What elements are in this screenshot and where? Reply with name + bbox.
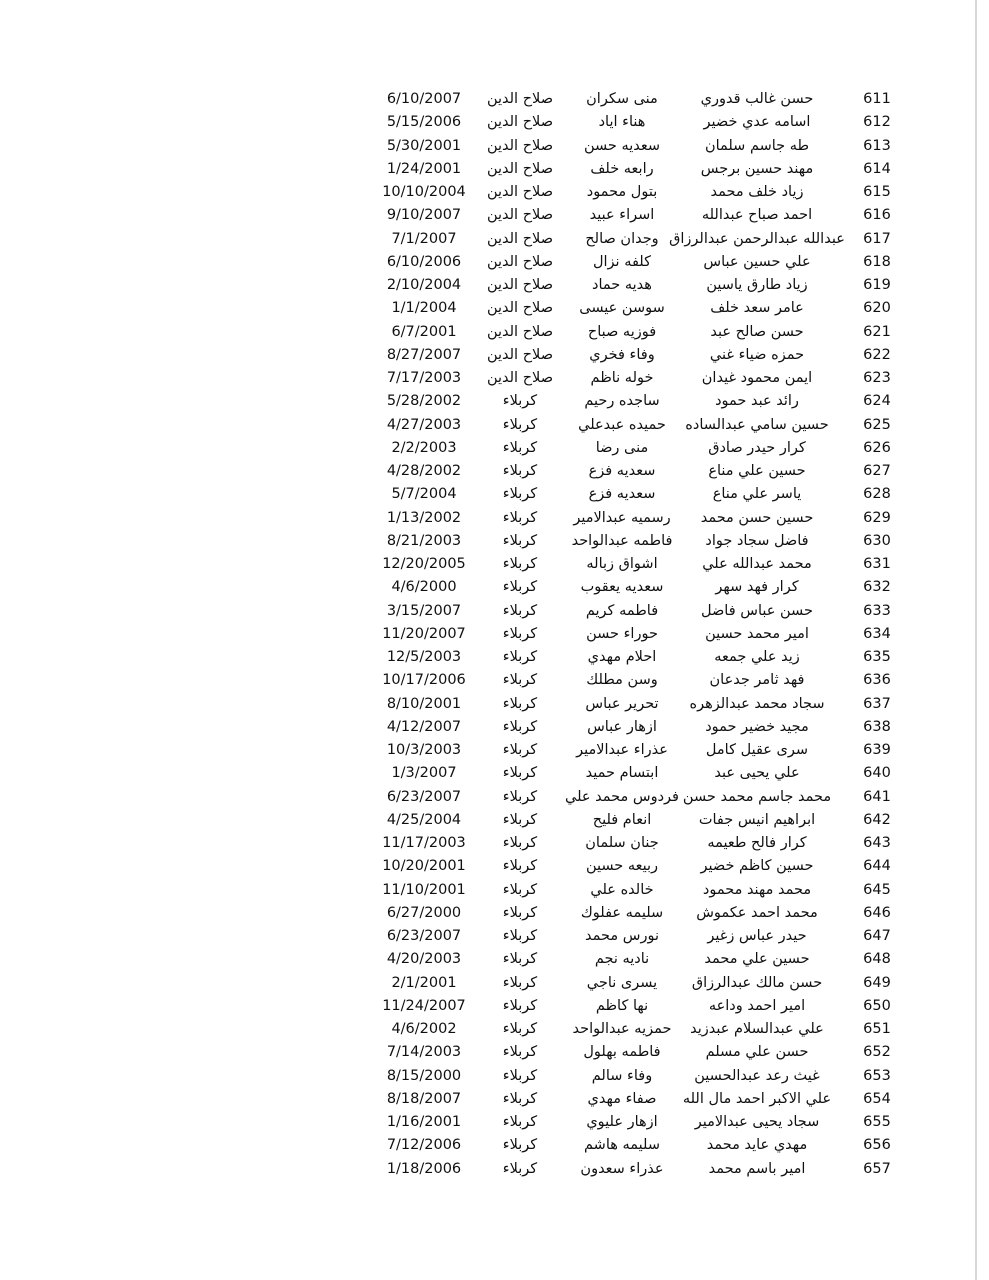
birth-date: 12/20/2005	[382, 556, 466, 572]
table-row	[0, 553, 989, 576]
person-name: امير احمد وداعه	[708, 997, 806, 1014]
mother-name: فوزيه صباح	[587, 323, 657, 340]
governorate: كربلاء	[502, 486, 538, 503]
birth-date: 4/6/2002	[391, 1021, 457, 1037]
birth-date: 1/24/2001	[386, 160, 462, 177]
governorate: كربلاء	[502, 742, 538, 758]
table-row	[0, 367, 989, 390]
person-name: علي عبدالسلام عبدزيد	[690, 1021, 824, 1037]
person-name: ياسر علي مناع	[712, 486, 802, 503]
record-number: 657	[863, 1160, 891, 1177]
table-row	[0, 1018, 989, 1041]
birth-date: 11/10/2001	[382, 881, 466, 898]
governorate: كربلاء	[502, 602, 538, 619]
person-name: سرى عقيل كامل	[705, 742, 809, 758]
table-row	[0, 111, 989, 134]
person-name: عامر سعد خلف	[710, 300, 804, 317]
mother-name: عذراء عبدالامير	[576, 742, 668, 758]
person-name: امير باسم محمد	[708, 1160, 806, 1177]
governorate: كربلاء	[502, 835, 538, 851]
birth-date: 11/20/2007	[382, 625, 466, 642]
birth-date: 4/25/2004	[386, 811, 462, 828]
birth-date: 6/10/2007	[386, 91, 462, 107]
record-number: 637	[863, 695, 891, 712]
governorate: كربلاء	[502, 881, 538, 898]
mother-name: وسن مطلك	[586, 672, 658, 689]
record-number: 628	[863, 486, 891, 503]
birth-date: 1/3/2007	[391, 765, 457, 782]
mother-name: خالده علي	[590, 881, 654, 898]
birth-date: 4/20/2003	[386, 951, 462, 968]
mother-name: سليمه هاشم	[584, 1137, 660, 1154]
birth-date: 5/15/2006	[386, 114, 462, 131]
governorate: كربلاء	[502, 509, 538, 526]
governorate: صلاح الدين	[486, 300, 554, 317]
mother-name: نها كاظم	[595, 997, 649, 1014]
record-number: 630	[863, 532, 891, 549]
table-row	[0, 321, 989, 344]
governorate: صلاح الدين	[486, 160, 554, 177]
record-number: 619	[863, 277, 891, 293]
birth-date: 4/28/2002	[386, 463, 462, 479]
mother-name: وفاء سالم	[591, 1067, 653, 1084]
person-name: حسن مالك عبدالرزاق	[691, 974, 823, 991]
person-name: حسن صالح عبد	[710, 323, 804, 340]
birth-date: 11/24/2007	[382, 997, 466, 1014]
mother-name: وجدان صالح	[585, 230, 659, 247]
birth-date: 5/30/2001	[386, 137, 462, 154]
governorate: كربلاء	[502, 649, 538, 665]
record-number: 653	[863, 1067, 891, 1084]
person-name: عبدالله عبدالرحمن عبدالرزاق	[669, 230, 845, 247]
mother-name: منى رضا	[595, 439, 649, 456]
record-number: 621	[863, 323, 891, 340]
table-row	[0, 1158, 989, 1181]
governorate: صلاح الدين	[486, 323, 554, 340]
mother-name: احلام مهدي	[587, 649, 657, 665]
person-name: طه جاسم سلمان	[704, 137, 810, 154]
governorate: كربلاء	[502, 928, 538, 944]
birth-date: 1/16/2001	[386, 1114, 462, 1130]
table-row	[0, 948, 989, 971]
birth-date: 6/7/2001	[391, 323, 457, 340]
record-number: 620	[863, 300, 891, 317]
governorate: كربلاء	[502, 579, 538, 596]
mother-name: جنان سلمان	[585, 835, 659, 851]
birth-date: 10/17/2006	[382, 672, 466, 689]
birth-date: 5/7/2004	[391, 486, 457, 503]
mother-name: تحرير عباس	[585, 695, 659, 712]
birth-date: 4/27/2003	[386, 416, 462, 433]
table-row	[0, 786, 989, 809]
mother-name: سوسن عيسى	[579, 300, 665, 317]
mother-name: رسميه عبدالامير	[573, 509, 671, 526]
mother-name: اشواق زباله	[586, 556, 658, 572]
record-number: 642	[863, 811, 891, 828]
person-name: سجاد يحيى عبدالامير	[694, 1114, 820, 1130]
person-name: حسن غالب قدوري	[700, 91, 814, 107]
person-name: زياد طارق ياسين	[706, 277, 808, 293]
table-row	[0, 181, 989, 204]
governorate: صلاح الدين	[486, 207, 554, 224]
table-row	[0, 879, 989, 902]
record-number: 648	[863, 951, 891, 968]
mother-name: يسرى ناجي	[586, 974, 658, 991]
mother-name: وفاء فخري	[589, 346, 655, 363]
mother-name: حمزيه عبدالواحد	[572, 1021, 672, 1037]
record-number: 655	[863, 1114, 891, 1130]
person-name: حيدر عباس زغير	[707, 928, 807, 944]
person-name: علي الاكبر احمد مال الله	[682, 1090, 832, 1107]
record-number: 635	[863, 649, 891, 665]
mother-name: ازهار عليوي	[586, 1114, 658, 1130]
record-number: 613	[863, 137, 891, 154]
person-name: ابراهيم انيس جفات	[698, 811, 816, 828]
table-row	[0, 1065, 989, 1088]
birth-date: 11/17/2003	[382, 835, 466, 851]
birth-date: 2/10/2004	[386, 277, 462, 293]
governorate: صلاح الدين	[486, 137, 554, 154]
table-row	[0, 739, 989, 762]
record-number: 624	[863, 393, 891, 410]
mother-name: منى سكران	[586, 91, 658, 107]
person-name: حسين سامي عبدالساده	[685, 416, 829, 433]
governorate: صلاح الدين	[486, 277, 554, 293]
table-row	[0, 1111, 989, 1134]
birth-date: 1/18/2006	[386, 1160, 462, 1177]
birth-date: 8/15/2000	[386, 1067, 462, 1084]
mother-name: ساجده رحيم	[584, 393, 660, 410]
governorate: كربلاء	[502, 858, 538, 875]
record-number: 623	[863, 370, 891, 386]
person-name: مجيد خضير حمود	[705, 718, 809, 735]
mother-name: اسراء عبيد	[589, 207, 655, 224]
birth-date: 12/5/2003	[386, 649, 462, 665]
record-number: 644	[863, 858, 891, 875]
table-row	[0, 972, 989, 995]
governorate: صلاح الدين	[486, 91, 554, 107]
governorate: كربلاء	[502, 556, 538, 572]
mother-name: بتول محمود	[586, 184, 658, 200]
birth-date: 7/12/2006	[386, 1137, 462, 1154]
mother-name: نورس محمد	[585, 928, 659, 944]
mother-name: ربيعه حسين	[585, 858, 659, 875]
birth-date: 1/1/2004	[391, 300, 457, 317]
table-row	[0, 832, 989, 855]
record-number: 651	[863, 1021, 891, 1037]
record-number: 622	[863, 346, 891, 363]
birth-date: 10/10/2004	[382, 184, 466, 200]
record-number: 649	[863, 974, 891, 991]
table-row	[0, 204, 989, 227]
governorate: كربلاء	[502, 1044, 538, 1061]
birth-date: 7/14/2003	[386, 1044, 462, 1061]
mother-name: ازهار عباس	[587, 718, 657, 735]
table-row	[0, 855, 989, 878]
governorate: صلاح الدين	[486, 230, 554, 247]
governorate: صلاح الدين	[486, 253, 554, 270]
governorate: كربلاء	[502, 463, 538, 479]
person-name: حسين علي محمد	[704, 951, 810, 968]
mother-name: ابتسام حميد	[585, 765, 659, 782]
mother-name: كلفه نزال	[592, 253, 652, 270]
person-name: احمد صباح عبدالله	[701, 207, 813, 224]
birth-date: 7/1/2007	[391, 230, 457, 247]
person-name: حسن عباس فاضل	[701, 602, 813, 619]
person-name: فهد ثامر جدعان	[709, 672, 805, 689]
birth-date: 8/27/2007	[386, 346, 462, 363]
governorate: كربلاء	[502, 393, 538, 410]
governorate: كربلاء	[502, 532, 538, 549]
governorate: كربلاء	[502, 904, 538, 921]
mother-name: خوله ناظم	[590, 370, 654, 386]
person-name: امير محمد حسين	[705, 625, 809, 642]
mother-name: فاطمه كريم	[585, 602, 659, 619]
record-number: 632	[863, 579, 891, 596]
birth-date: 4/12/2007	[386, 718, 462, 735]
record-number: 645	[863, 881, 891, 898]
governorate: كربلاء	[502, 718, 538, 735]
person-name: حمزه ضياء غني	[709, 346, 805, 363]
birth-date: 6/23/2007	[386, 788, 462, 805]
mother-name: فردوس محمد علي	[565, 788, 679, 805]
record-number: 629	[863, 509, 891, 526]
person-name: حسين علي مناع	[708, 463, 806, 479]
mother-name: حوراء حسن	[586, 625, 658, 642]
person-name: رائد عبد حمود	[715, 393, 799, 410]
record-number: 627	[863, 463, 891, 479]
governorate: كربلاء	[502, 1160, 538, 1177]
person-name: ايمن محمود غيدان	[701, 370, 813, 386]
person-name: اسامه عدي خضير	[703, 114, 811, 131]
table-row	[0, 669, 989, 692]
record-number: 638	[863, 718, 891, 735]
person-name: زياد خلف محمد	[710, 184, 804, 200]
record-number: 614	[863, 160, 891, 177]
governorate: كربلاء	[502, 765, 538, 782]
person-name: سجاد محمد عبدالزهره	[689, 695, 825, 712]
record-number: 615	[863, 184, 891, 200]
table-row	[0, 530, 989, 553]
table-row	[0, 437, 989, 460]
table-row	[0, 344, 989, 367]
person-name: غيث رعد عبدالحسين	[694, 1067, 820, 1084]
person-name: كرار فالح طعيمه	[707, 835, 807, 851]
birth-date: 10/3/2003	[386, 742, 462, 758]
birth-date: 4/6/2000	[391, 579, 457, 596]
record-number: 631	[863, 556, 891, 572]
birth-date: 10/20/2001	[382, 858, 466, 875]
table-row	[0, 1041, 989, 1064]
record-number: 640	[863, 765, 891, 782]
person-name: محمد احمد عكموش	[696, 904, 818, 921]
table-row	[0, 460, 989, 483]
record-number: 636	[863, 672, 891, 689]
birth-date: 8/21/2003	[386, 532, 462, 549]
person-name: حسن علي مسلم	[705, 1044, 809, 1061]
birth-date: 7/17/2003	[386, 370, 462, 386]
mother-name: سعديه يعقوب	[580, 579, 664, 596]
governorate: كربلاء	[502, 672, 538, 689]
table-row	[0, 1088, 989, 1111]
person-name: محمد مهند محمود	[702, 881, 812, 898]
record-number: 643	[863, 835, 891, 851]
governorate: صلاح الدين	[486, 346, 554, 363]
governorate: كربلاء	[502, 1067, 538, 1084]
table-row	[0, 158, 989, 181]
person-name: علي يحيى عبد	[714, 765, 800, 782]
record-number: 617	[863, 230, 891, 247]
person-name: كرار حيدر صادق	[708, 439, 806, 456]
table-row	[0, 135, 989, 158]
person-name: زيد علي جمعه	[714, 649, 800, 665]
governorate: كربلاء	[502, 439, 538, 456]
governorate: كربلاء	[502, 625, 538, 642]
record-number: 656	[863, 1137, 891, 1154]
record-number: 652	[863, 1044, 891, 1061]
governorate: كربلاء	[502, 1114, 538, 1130]
table-row	[0, 600, 989, 623]
birth-date: 2/2/2003	[391, 439, 457, 456]
mother-name: سعديه فزع	[588, 486, 656, 503]
record-number: 646	[863, 904, 891, 921]
mother-name: حميده عبدعلي	[578, 416, 666, 433]
person-name: فاضل سجاد جواد	[705, 532, 809, 549]
mother-name: فاطمه عبدالواحد	[571, 532, 673, 549]
record-number: 634	[863, 625, 891, 642]
mother-name: هناء اياد	[598, 114, 646, 131]
table-row	[0, 623, 989, 646]
birth-date: 6/23/2007	[386, 928, 462, 944]
mother-name: عذراء سعدون	[580, 1160, 664, 1177]
table-row	[0, 414, 989, 437]
governorate: كربلاء	[502, 951, 538, 968]
governorate: كربلاء	[502, 1137, 538, 1154]
table-row	[0, 251, 989, 274]
table-row	[0, 274, 989, 297]
records-table	[0, 88, 989, 1181]
birth-date: 3/15/2007	[386, 602, 462, 619]
person-name: مهدي عايد محمد	[706, 1137, 808, 1154]
birth-date: 6/27/2000	[386, 904, 462, 921]
governorate: كربلاء	[502, 997, 538, 1014]
governorate: كربلاء	[502, 788, 538, 805]
mother-name: صفاء مهدي	[587, 1090, 657, 1107]
record-number: 641	[863, 788, 891, 805]
governorate: كربلاء	[502, 974, 538, 991]
record-number: 626	[863, 439, 891, 456]
mother-name: انعام فليح	[592, 811, 652, 828]
table-row	[0, 507, 989, 530]
record-number: 625	[863, 416, 891, 433]
mother-name: سعديه فزع	[588, 463, 656, 479]
record-number: 616	[863, 207, 891, 224]
mother-name: ناديه نجم	[594, 951, 650, 968]
table-row	[0, 762, 989, 785]
record-number: 647	[863, 928, 891, 944]
record-number: 654	[863, 1090, 891, 1107]
person-name: حسين كاظم خضير	[700, 858, 814, 875]
record-number: 639	[863, 742, 891, 758]
governorate: كربلاء	[502, 695, 538, 712]
birth-date: 1/13/2002	[386, 509, 462, 526]
record-number: 633	[863, 602, 891, 619]
person-name: حسين حسن محمد	[700, 509, 814, 526]
mother-name: سعديه حسن	[583, 137, 661, 154]
table-row	[0, 1134, 989, 1157]
table-row	[0, 646, 989, 669]
record-number: 650	[863, 997, 891, 1014]
person-name: مهند حسين برجس	[700, 160, 814, 177]
record-number: 612	[863, 114, 891, 131]
table-row	[0, 483, 989, 506]
mother-name: فاطمه بهلول	[583, 1044, 661, 1061]
governorate: كربلاء	[502, 1090, 538, 1107]
table-row	[0, 902, 989, 925]
birth-date: 2/1/2001	[391, 974, 457, 991]
person-name: كرار فهد سهر	[715, 579, 799, 596]
table-row	[0, 297, 989, 320]
table-row	[0, 390, 989, 413]
record-number: 611	[863, 91, 891, 107]
governorate: صلاح الدين	[486, 114, 554, 131]
table-row	[0, 693, 989, 716]
governorate: كربلاء	[502, 1021, 538, 1037]
governorate: كربلاء	[502, 416, 538, 433]
table-row	[0, 716, 989, 739]
birth-date: 5/28/2002	[386, 393, 462, 410]
mother-name: رابعه خلف	[590, 160, 654, 177]
table-row	[0, 576, 989, 599]
table-row	[0, 88, 989, 111]
table-row	[0, 228, 989, 251]
table-row	[0, 925, 989, 948]
table-row	[0, 995, 989, 1018]
mother-name: سليمه عفلوك	[580, 904, 664, 921]
person-name: محمد جاسم محمد حسن	[682, 788, 832, 805]
governorate: صلاح الدين	[486, 184, 554, 200]
person-name: علي حسين عباس	[703, 253, 811, 270]
birth-date: 8/10/2001	[386, 695, 462, 712]
table-row	[0, 809, 989, 832]
birth-date: 9/10/2007	[386, 207, 462, 224]
person-name: محمد عبدالله علي	[702, 556, 812, 572]
mother-name: هديه حماد	[592, 277, 652, 293]
governorate: صلاح الدين	[486, 370, 554, 386]
birth-date: 6/10/2006	[386, 253, 462, 270]
birth-date: 8/18/2007	[386, 1090, 462, 1107]
governorate: كربلاء	[502, 811, 538, 828]
record-number: 618	[863, 253, 891, 270]
